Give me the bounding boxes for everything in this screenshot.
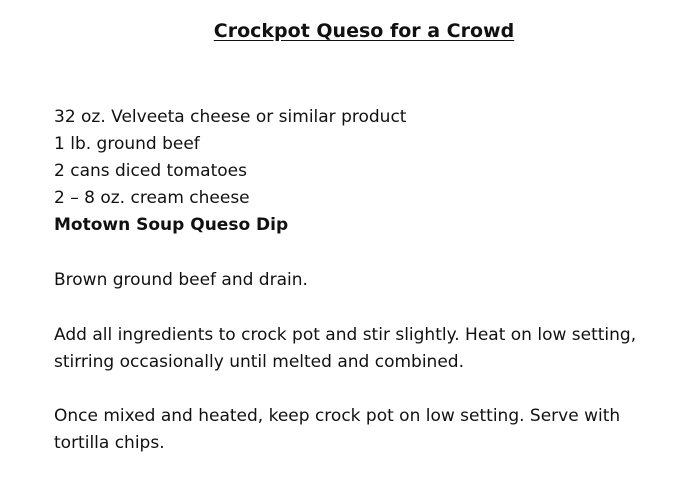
instruction-step: Brown ground beef and drain. [54, 270, 308, 290]
ingredient-item-featured: Motown Soup Queso Dip [54, 215, 289, 235]
instruction-step: Add all ingredients to crock pot and stir slightly. Heat on low setting, stirring occasionally until melted and combined. [54, 325, 637, 372]
recipe-title: Crockpot Queso for a Crowd [213, 20, 515, 42]
ingredient-item: 2 – 8 oz. cream cheese [54, 188, 250, 208]
instruction-step: Once mixed and heated, keep crock pot on low setting. Serve with tortilla chips. [54, 406, 621, 453]
ingredient-list [54, 104, 406, 239]
ingredient-item: 2 cans diced tomatoes [54, 161, 247, 181]
ingredient-item: 32 oz. Velveeta cheese or similar product [54, 107, 407, 127]
ingredient-item: 1 lb. ground beef [54, 134, 200, 154]
